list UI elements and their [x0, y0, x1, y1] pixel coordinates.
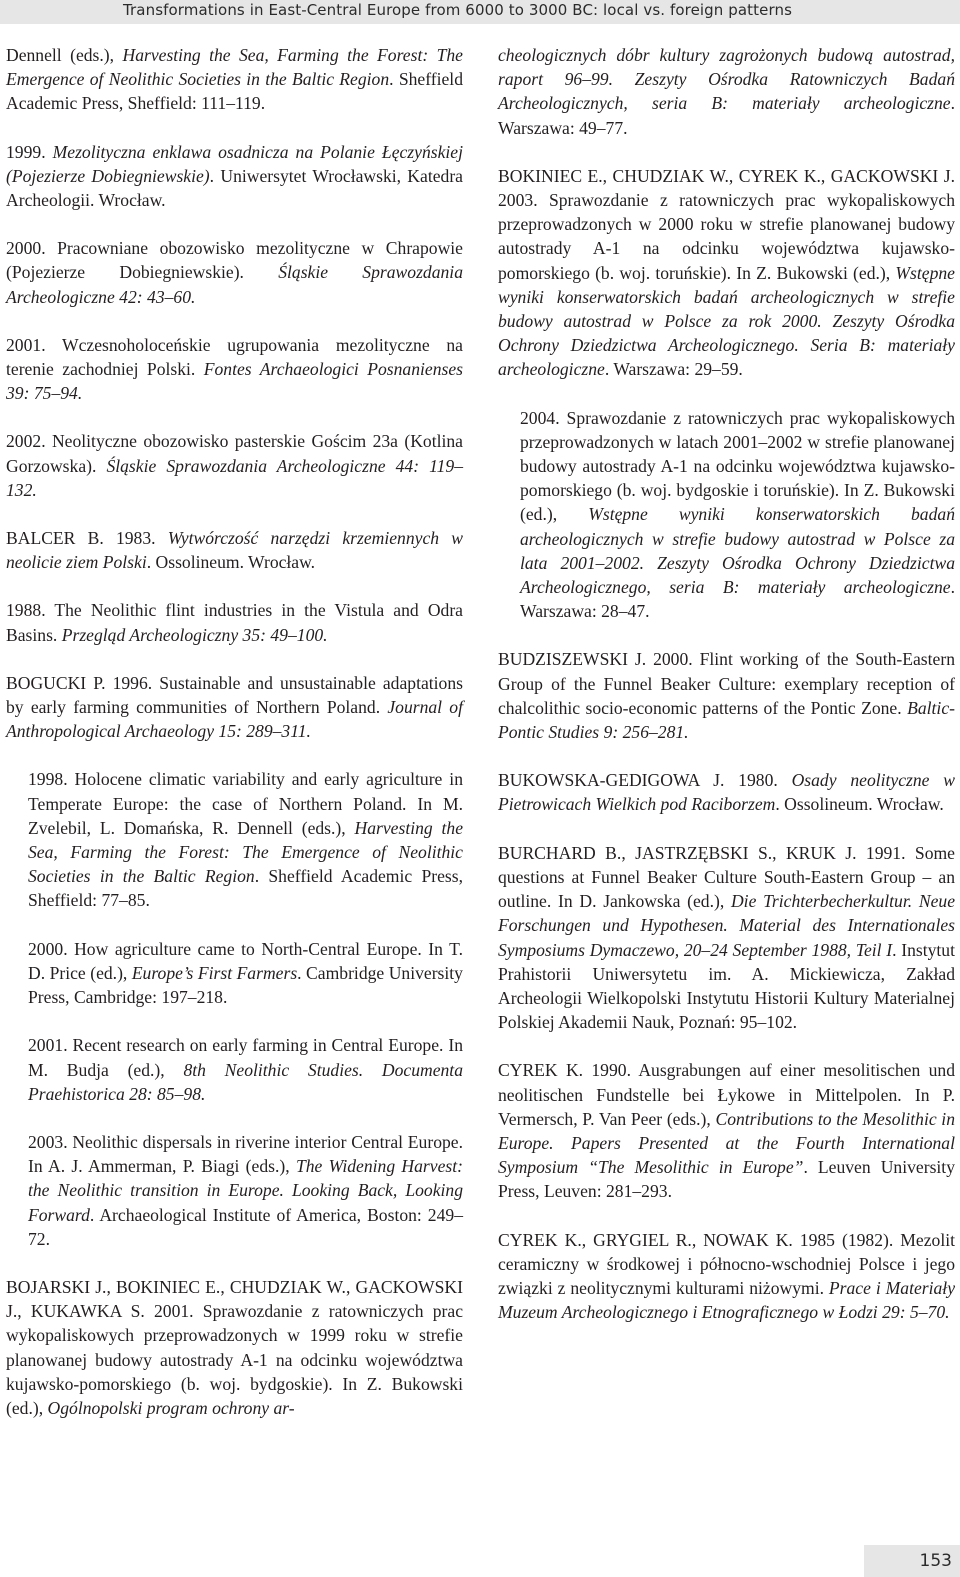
reference-text: CYREK K., GRYGIEL R., NOWAK K. 1985 (1982). Mezolit ceramiczny w środkowej i północno-wschodniej Polsce i jego związki z neolitycznymi kulturami niżowymi. — [498, 1229, 955, 1298]
reference-text: . Archaeological Institute of America, Boston: 249–72. — [28, 1204, 463, 1249]
reference-entry — [498, 164, 955, 382]
reference-text: . Uniwersytet Wrocławski, Katedra Archeologii. Wrocław. — [6, 165, 463, 211]
running-head — [0, 0, 960, 24]
reference-entry — [6, 598, 463, 646]
reference-title-italic: Wstępne wyniki konserwatorskich badań archeologicznych w strefie budowy autostrad w Polsce za lata 2001–2002. Zeszyty Ośrodka Ochrony Dziedzictwa Archeologicznego, seria B: materiały archeologiczne — [520, 504, 955, 598]
reference-text: . Instytut Prahistorii Uniwersytetu im. A. Mickiewicza, Zakład Archeologii Wielkopolski Instytutu Historii Kultury Materialnej Polskiej Akademii Nauk, Poznań: 95–102. — [498, 939, 955, 1033]
reference-text: . Warszawa: 28–47. — [520, 577, 955, 622]
reference-entry — [498, 406, 955, 624]
reference-text: . Warszawa: 29–59. — [604, 359, 743, 380]
reference-entry — [6, 671, 463, 744]
reference-entry — [6, 1130, 463, 1251]
reference-entry — [6, 140, 463, 213]
reference-text: BUKOWSKA-GEDIGOWA J. 1980. — [498, 770, 792, 791]
reference-title-italic: Ogólnopolski program ochrony ar- — [47, 1397, 295, 1418]
reference-title-italic: Śląskie Sprawozdania Archeologiczne 42: 43–60. — [6, 262, 463, 307]
reference-text: BUDZISZEWSKI J. 2000. Flint working of the South-Eastern Group of the Funnel Beaker Culture: exemplary reception of chalcolithic socio-economic patterns of the Pontic Zone. — [498, 649, 955, 718]
reference-entry — [498, 1058, 955, 1203]
reference-text: . Ossolineum. Wrocław. — [146, 552, 316, 573]
reference-column-left — [6, 43, 463, 1444]
page-number: 153 — [919, 1551, 952, 1571]
reference-entry — [498, 768, 955, 816]
reference-title-italic: Wytwórczość narzędzi krzemiennych w neolicie ziem Polski — [6, 528, 463, 573]
reference-title-italic: Contributions to the Mesolithic in Europe. Papers Presented at the Fourth International Symposium “The Mesolithic in Europe” — [498, 1108, 955, 1178]
reference-title-italic: Harvesting the Sea, Farming the Forest: The Emergence of Neolithic Societies in the Baltic Region — [6, 45, 463, 90]
reference-title-italic: Harvesting the Sea, Farming the Forest: The Emergence of Neolithic Societies in the Baltic Region — [28, 817, 464, 887]
reference-entry — [6, 236, 463, 309]
reference-title-italic: Baltic-Pontic Studies 9: 256–281. — [498, 697, 955, 743]
reference-text: . Ossolineum. Wrocław. — [775, 794, 944, 815]
reference-entry — [6, 333, 463, 406]
reference-entry — [6, 1033, 463, 1106]
reference-text: . Cambridge University Press, Cambridge: 197–218. — [28, 962, 463, 1008]
reference-text: 2001. Recent research on early farming in Central Europe. In M. Budja (ed.), — [28, 1035, 463, 1080]
reference-title-italic: 8th Neolithic Studies. Documenta Praehistorica 28: 85–98. — [28, 1059, 463, 1104]
reference-text: . Sheffield Academic Press, Sheffield: 77–85. — [28, 866, 464, 911]
reference-title-italic: Prace i Materiały Muzeum Archeologicznego i Etnograficznego w Łodzi 29: 5–70. — [498, 1277, 956, 1323]
reference-text: BALCER B. 1983. — [6, 528, 168, 549]
reference-text: 2002. Neolityczne obozowisko pasterskie Gościm 23a (Kotlina Gorzowska). — [6, 431, 463, 476]
reference-title-italic: Mezolityczna enklawa osadnicza na Polanie Łęczyńskiej (Pojezierze Dobiegniewskie) — [6, 141, 464, 186]
reference-title-italic: cheologicznych dóbr kultury zagrożonych budową autostrad, raport 96–99. Zeszyty Ośrodka Ratowniczych Badań Archeologicznych, seria B: materiały archeologiczne — [498, 45, 955, 114]
reference-text: BURCHARD B., JASTRZĘBSKI S., KRUK J. 1991. Some questions at Funnel Beaker Culture South-Eastern Group – an outline. In D. Jankowska (ed.), — [498, 842, 955, 912]
reference-entry — [6, 429, 463, 502]
reference-entry — [6, 767, 463, 912]
reference-entry — [498, 841, 955, 1035]
reference-text: 1998. Holocene climatic variability and early agriculture in Temperate Europe: the case of Northern Poland. In M. Zvelebil, L. Domańska, R. Dennell (eds.), — [28, 769, 463, 838]
reference-text: Dennell (eds.), — [6, 45, 123, 65]
reference-title-italic: Fontes Archaeologici Posnanienses 39: 75–94. — [6, 359, 463, 404]
reference-text: BOGUCKI P. 1996. Sustainable and unsustainable adaptations by early farming communities of Northern Poland. — [6, 672, 463, 718]
reference-text: 2000. Pracowniane obozowisko mezolityczne w Chrapowie (Pojezierze Dobiegniewskie). — [6, 238, 463, 283]
reference-text: 2004. Sprawozdanie z ratowniczych prac wykopaliskowych przeprowadzonych w latach 2001–2002 w strefie planowanej budowy autostrady A-1 na odcinku województwa kujawsko-pomorskiego (b. woj. bydgoskie i toruńskie). In Z. Bukowski (ed.), — [520, 407, 955, 525]
reference-title-italic: Przegląd Archeologiczny 35: 49–100. — [61, 624, 328, 645]
reference-title-italic: Die Trichterbecherkultur. Neue Forschungen und Hypothesen. Material des Internationales Symposiums Dymaczewo, 20–24 September 1988, Teil I — [498, 891, 956, 960]
reference-title-italic: Wstępne wyniki konserwatorskich badań archeologicznych w strefie budowy autostrad w Polsce za rok 2000. Zeszyty Ośrodka Ochrony Dziedzictwa Archeologicznego. Seria B: materiały archeologiczne — [498, 262, 955, 380]
reference-text: BOJARSKI J., BOKINIEC E., CHUDZIAK W., GACKOWSKI J., KUKAWKA S. 2001. Sprawozdanie z ratowniczych prac wykopaliskowych przeprowadzonych w 1999 roku w strefie planowanej budowy autostrady A-1 na odcinku województwa kujawsko-pomorskiego (b. woj. bydgoskie). In Z. Bukowski (ed.), — [6, 1276, 463, 1418]
reference-title-italic: Europe’s First Farmers — [131, 962, 298, 983]
reference-text: 2001. Wczesnoholoceńskie ugrupowania mezolityczne na terenie zachodniej Polski. — [6, 334, 463, 380]
reference-text: 1999. — [6, 141, 53, 162]
reference-text: BOKINIEC E., CHUDZIAK W., CYREK K., GACKOWSKI J. 2003. Sprawozdanie z ratowniczych prac wykopaliskowych przeprowadzonych w 2000 roku w strefie planowanej budowy autostrady A-1 na odcinku województwa kujawsko-pomorskiego (b. woj. toruńskie). In Z. Bukowski (ed.), — [498, 165, 955, 283]
reference-text: 2000. How agriculture came to North-Central Europe. In T. D. Price (ed.), — [28, 938, 463, 983]
reference-text: 2003. Neolithic dispersals in riverine interior Central Europe. In A. J. Ammerman, P. Biagi (eds.), — [28, 1131, 463, 1177]
reference-text: . Sheffield Academic Press, Sheffield: 111–119. — [6, 69, 463, 114]
reference-entry — [498, 647, 955, 744]
reference-entry — [6, 526, 463, 574]
running-head-title: Transformations in East-Central Europe from 6000 to 3000 BC: local vs. foreign patterns — [122, 1, 792, 19]
reference-title-italic: Osady neolityczne w Pietrowicach Wielkich pod Raciborzem — [498, 770, 956, 815]
reference-text: 1988. The Neolithic flint industries in the Vistula and Odra Basins. — [6, 600, 463, 645]
reference-title-italic: Journal of Anthropological Archaeology 15: 289–311. — [6, 697, 463, 742]
reference-entry — [498, 1228, 955, 1325]
reference-entry — [6, 937, 463, 1010]
reference-column-right — [498, 43, 955, 1348]
reference-text: . Leuven University Press, Leuven: 281–293. — [498, 1157, 955, 1202]
reference-text: . Warszawa: 49–77. — [498, 93, 955, 138]
reference-entry — [498, 43, 955, 140]
reference-title-italic: The Widening Harvest: the Neolithic transition in Europe. Looking Back, Looking Forward — [28, 1156, 463, 1225]
reference-entry — [6, 1275, 463, 1420]
reference-entry — [6, 43, 463, 116]
reference-title-italic: Śląskie Sprawozdania Archeologiczne 44: 119–132. — [6, 455, 464, 500]
reference-text: CYREK K. 1990. Ausgrabungen auf einer mesolitischen und neolitischen Fundstelle bei Łykowe in Mittelpolen. In P. Vermersch, P. Van Peer (eds.), — [498, 1060, 955, 1129]
